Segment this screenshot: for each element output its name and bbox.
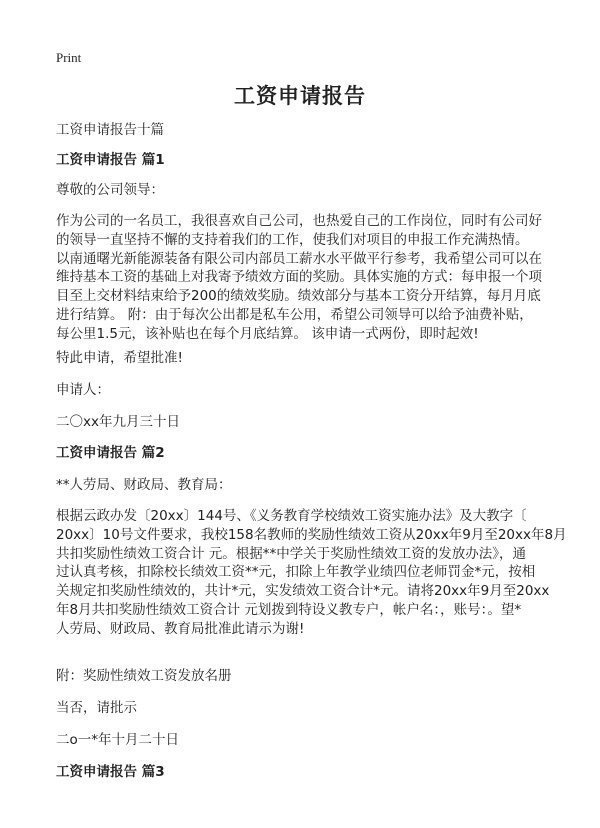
body-line: 根据云政办发〔20xx〕144号、《义务教育学校绩效工资实施办法》及大教字〔 — [56, 508, 527, 524]
section2-date: 二o一*年十月二十日 — [56, 732, 180, 748]
body-line: 维持基本工资的基础上对我寄予绩效方面的奖励。具体实施的方式：每申报一个项 — [56, 269, 542, 286]
body-line: 进行结算。 附：由于每次公出都是私车公用，希望公司领导可以给予油费补贴， — [56, 306, 533, 323]
subtitle: 工资申请报告十篇 — [56, 122, 164, 138]
page-title: 工资申请报告 — [234, 84, 366, 108]
body-line: 人劳局、财政局、教育局批准此请示为谢! — [56, 620, 305, 637]
body-line: 目至上交材料结束给予200的绩效奖励。绩效部分与基本工资分开结算，每月月底 — [56, 288, 541, 305]
body-line: 的领导一直坚持不懈的支持着我们的工作，使我们对项目的申报工作充满热情。 — [56, 231, 529, 248]
body-line: 共扣奖励性绩效工资合计 元。根据**中学关于奖励性绩效工资的发放办法》，通 — [56, 545, 527, 562]
print-link[interactable]: Print — [56, 50, 82, 65]
section2-closing: 当否，请批示 — [56, 700, 137, 716]
section2-salutation: **人劳局、财政局、教育局： — [56, 477, 232, 493]
body-line: 作为公司的一名员工，我很喜欢自己公司，也热爱自己的工作岗位，同时有公司好 — [56, 213, 542, 229]
body-line: 每公里1.5元，该补贴也在每个月底结算。 该申请一式两份，即时起效! — [56, 325, 479, 342]
section3-heading: 工资申请报告 篇3 — [56, 764, 165, 780]
body-line: 20xx〕10号文件要求，我校158名教师的奖励性绩效工资从20xx年9月至20xx年8月 — [56, 526, 567, 543]
body-line: 关规定扣奖励性绩效的，共计*元，实发绩效工资合计*元。请将20xx年9月至20xx — [56, 583, 550, 600]
section1-closing: 特此申请，希望批准! — [56, 350, 183, 366]
body-line: 以南通曙光新能源装备有限公司内部员工薪水水平做平行参考，我希望公司可以在 — [56, 250, 542, 267]
body-line: 年8月共扣奖励性绩效工资合计 元划拨到特设义教专户，帐户名：，账号：。望* — [56, 601, 522, 618]
section1-date: 二〇xx年九月三十日 — [56, 414, 180, 430]
section1-salutation: 尊敬的公司领导： — [56, 182, 164, 198]
section2-body — [56, 507, 567, 639]
section2-attachment: 附：奖励性绩效工资发放名册 — [56, 668, 232, 684]
section1-body — [56, 212, 542, 344]
section1-applicant: 申请人： — [56, 382, 110, 398]
section2-heading: 工资申请报告 篇2 — [56, 445, 165, 461]
section1-heading: 工资申请报告 篇1 — [56, 152, 165, 168]
body-line: 过认真考核，扣除校长绩效工资**元，扣除上年教学业绩四位老师罚金*元，按相 — [56, 564, 536, 581]
